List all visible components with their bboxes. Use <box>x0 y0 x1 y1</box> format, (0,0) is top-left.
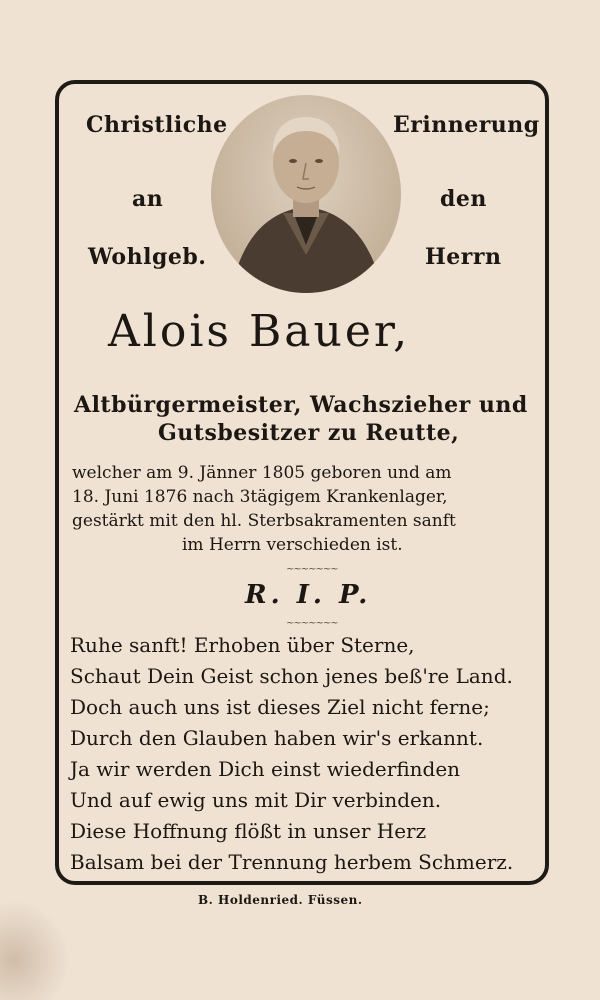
verse-line-4: Durch den Glauben haben wir's erkannt. <box>70 726 484 750</box>
paper-stain <box>0 900 70 1000</box>
body-line-4: im Herrn verschieden ist. <box>182 535 403 555</box>
verse-line-6: Und auf ewig uns mit Dir verbinden. <box>70 788 442 812</box>
verse-line-8: Balsam bei der Trennung herbem Schmerz. <box>70 850 514 874</box>
line3-left: Wohlgeb. <box>88 244 207 270</box>
verse-line-5: Ja wir werden Dich einst wiederfinden <box>70 757 461 781</box>
line2-left: an <box>132 186 164 212</box>
title-line-1: Altbürgermeister, Wachszieher und <box>74 392 528 418</box>
body-line-1: welcher am 9. Jänner 1805 geboren und am <box>72 463 452 483</box>
verse-line-1: Ruhe sanft! Erhoben über Sterne, <box>70 633 415 657</box>
title-line-2: Gutsbesitzer zu Reutte, <box>158 420 460 446</box>
deceased-name: Alois Bauer, <box>108 306 411 357</box>
rip-heading: R. I. P. <box>245 580 372 610</box>
body-line-2: 18. Juni 1876 nach 3tägigem Krankenlager, <box>72 487 448 507</box>
verse-line-2: Schaut Dein Geist schon jenes beß're Land. <box>70 664 513 688</box>
portrait-photo <box>211 95 401 293</box>
printer-imprint: B. Holdenried. Füssen. <box>198 893 363 907</box>
ornament-divider-bottom: ~~~~~~~ <box>286 618 338 629</box>
body-line-3: gestärkt mit den hl. Sterbsakramenten sanft <box>72 511 456 531</box>
verse-line-3: Doch auch uns ist dieses Ziel nicht ferne; <box>70 695 490 719</box>
ornament-divider-top: ~~~~~~~ <box>286 564 338 575</box>
verse-line-7: Diese Hoffnung flößt in unser Herz <box>70 819 427 843</box>
heading-right: Erinnerung <box>393 112 540 138</box>
line2-right: den <box>440 186 487 212</box>
line3-right: Herrn <box>425 244 502 270</box>
heading-left: Christliche <box>86 112 228 138</box>
